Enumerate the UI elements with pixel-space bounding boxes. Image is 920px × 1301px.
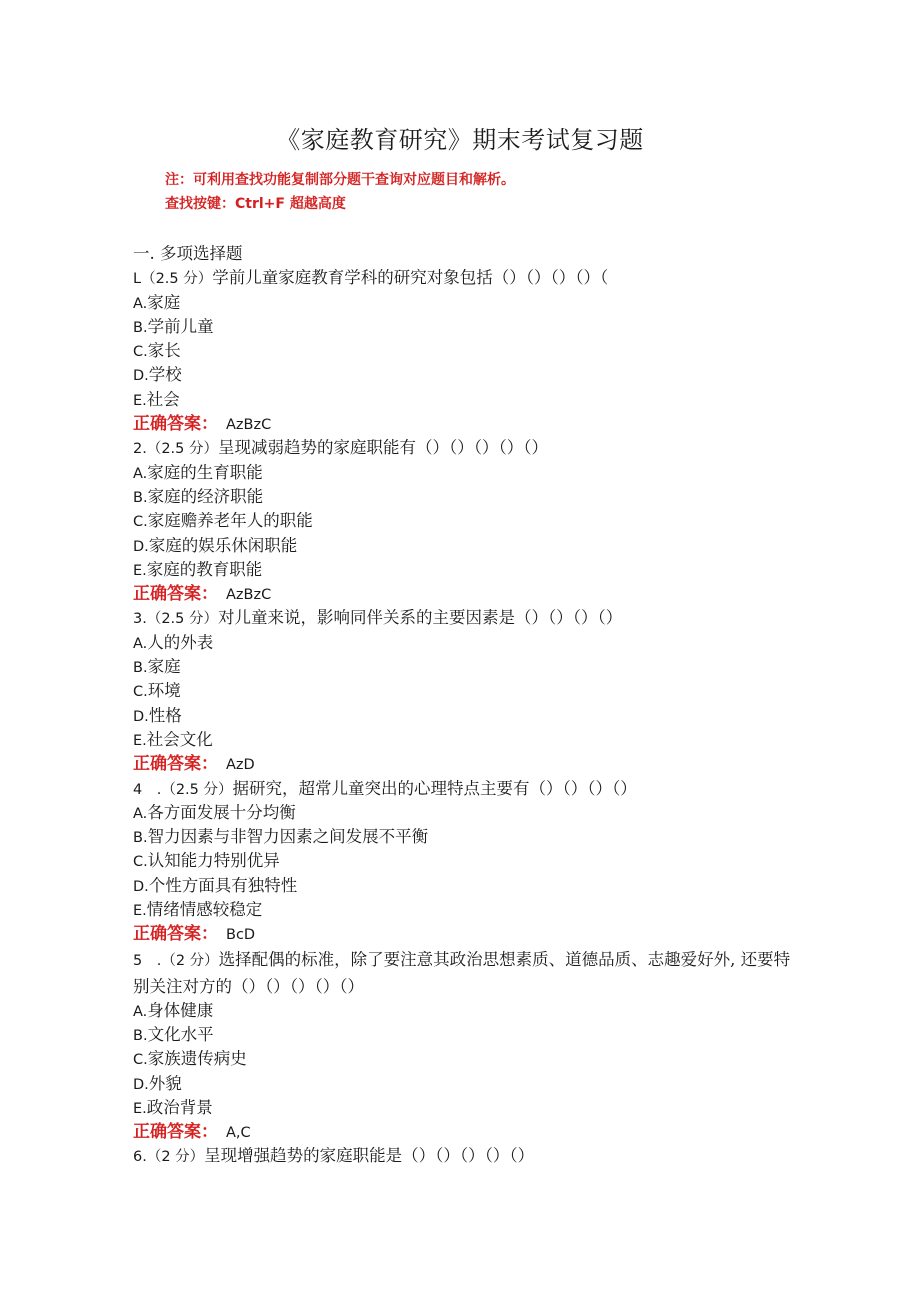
option-letter: B. — [133, 489, 148, 506]
option — [133, 655, 793, 679]
option-text: 家庭 — [147, 292, 181, 312]
option-text: 家庭的生育职能 — [147, 462, 263, 482]
answer-value: A,C — [226, 1125, 251, 1142]
answer-label: 正确答案： — [133, 414, 218, 435]
option — [133, 315, 793, 339]
option — [133, 363, 793, 387]
answer-label: 正确答案： — [133, 1122, 218, 1143]
option — [133, 1096, 793, 1120]
answer-value: BcD — [226, 927, 256, 944]
option — [133, 339, 793, 363]
option — [133, 631, 793, 655]
option-letter: A. — [133, 1003, 148, 1020]
question-list — [133, 242, 793, 1169]
option — [133, 704, 793, 728]
option — [133, 461, 793, 485]
option-text: 情绪情感较稳定 — [146, 900, 263, 920]
question-text: 据研究，超常儿童突出的心理特点主要有（）（）（）（） — [232, 778, 637, 798]
option-letter: B. — [133, 660, 148, 677]
option-letter: C. — [133, 344, 148, 361]
option-text: 个性方面具有独特性 — [148, 875, 298, 895]
option-letter: C. — [133, 854, 148, 871]
option — [133, 874, 793, 898]
option-letter: E. — [133, 732, 147, 749]
question-number: L（2.5 分） — [133, 271, 213, 288]
option-letter: B. — [133, 830, 148, 847]
question-text: 选择配偶的标准，除了要注意其政治思想素质、道德品质、志趣爱好外, 还要特别关注对方的（）（）（）（）（） — [133, 949, 791, 996]
question-number: 4 .（2.5 分） — [133, 781, 233, 798]
option — [133, 534, 793, 558]
option-letter: C. — [133, 514, 148, 531]
option-letter: B. — [133, 319, 148, 336]
question-stem — [133, 777, 793, 801]
option-text: 性格 — [148, 705, 182, 725]
question-stem — [133, 1144, 793, 1168]
answer-row — [133, 582, 793, 606]
option-text: 社会 — [146, 389, 180, 409]
answer-row — [133, 922, 793, 946]
option-text: 身体健康 — [147, 1000, 214, 1020]
option-text: 家庭赡养老年人的职能 — [147, 511, 313, 531]
option — [133, 728, 793, 752]
answer-row — [133, 1120, 793, 1144]
option — [133, 825, 793, 849]
question-number: 2.（2.5 分） — [133, 441, 219, 458]
answer-value: AzBzC — [226, 587, 272, 604]
option-text: 外貌 — [148, 1073, 182, 1093]
question-text: 呈现增强趋势的家庭职能是（）（）（）（）（） — [204, 1146, 535, 1166]
option-text: 各方面发展十分均衡 — [147, 802, 296, 822]
answer-label: 正确答案： — [133, 584, 218, 605]
option-letter: D. — [133, 368, 149, 385]
question-stem — [133, 947, 793, 999]
answer-value: AzBzC — [226, 417, 272, 434]
option-letter: C. — [133, 684, 148, 701]
option-letter: A. — [133, 465, 148, 482]
question-stem — [133, 436, 793, 460]
option — [133, 679, 793, 703]
option-letter: E. — [133, 1100, 147, 1117]
option — [133, 1023, 793, 1047]
option-text: 家庭的教育职能 — [146, 559, 263, 579]
question-stem — [133, 266, 793, 290]
option — [133, 291, 793, 315]
question-text: 对儿童来说，影响同伴关系的主要因素是（）（）（）（） — [218, 608, 623, 628]
option-text: 人的外表 — [147, 632, 214, 652]
option — [133, 849, 793, 873]
option-text: 学前儿童 — [147, 316, 214, 336]
option-text: 认知能力特别优异 — [147, 851, 280, 871]
answer-value: AzD — [226, 757, 255, 774]
option-text: 家族遗传病史 — [147, 1049, 247, 1069]
option-letter: A. — [133, 805, 148, 822]
option-letter: D. — [133, 878, 149, 895]
question-text: 学前儿童家庭教育学科的研究对象包括（）（）（）（）（ — [212, 268, 609, 288]
option-text: 智力因素与非智力因素之间发展不平衡 — [147, 827, 429, 847]
option — [133, 1072, 793, 1096]
option-text: 家长 — [147, 341, 181, 361]
option-letter: E. — [133, 392, 147, 409]
option-text: 政治背景 — [146, 1097, 213, 1117]
option — [133, 999, 793, 1023]
note-line: 注：可利用查找功能复制部分题干查询对应题目和解析。 — [165, 172, 515, 188]
question-stem — [133, 606, 793, 630]
option-letter: C. — [133, 1052, 148, 1069]
answer-label: 正确答案： — [133, 754, 218, 775]
option-letter: B. — [133, 1027, 148, 1044]
option-letter: E. — [133, 562, 147, 579]
option-text: 家庭的经济职能 — [147, 486, 264, 506]
option — [133, 485, 793, 509]
answer-row — [133, 412, 793, 436]
option — [133, 801, 793, 825]
option-text: 学校 — [148, 365, 182, 385]
option — [133, 898, 793, 922]
option-letter: E. — [133, 903, 147, 920]
question-number: 6.（2 分） — [133, 1149, 205, 1166]
option-text: 家庭 — [147, 657, 181, 677]
question-number: 5 .（2 分） — [133, 952, 219, 969]
option-letter: A. — [133, 635, 148, 652]
answer-row — [133, 752, 793, 776]
option-text: 家庭的娱乐休闲职能 — [148, 535, 298, 555]
document-title: 《家庭教育研究》期末考试复习题 — [276, 126, 644, 154]
option-letter: D. — [133, 708, 149, 725]
option — [133, 1047, 793, 1071]
option-text: 社会文化 — [146, 729, 213, 749]
option — [133, 509, 793, 533]
question-number: 3.（2.5 分） — [133, 611, 219, 628]
option-letter: D. — [133, 1076, 149, 1093]
option-letter: D. — [133, 538, 149, 555]
search-hint: 查找按键：Ctrl+F 超越高度 — [165, 196, 346, 212]
option-letter: A. — [133, 295, 148, 312]
option — [133, 388, 793, 412]
option-text: 环境 — [147, 681, 181, 701]
section-heading: 一. 多项选择题 — [133, 244, 243, 263]
option — [133, 558, 793, 582]
option-text: 文化水平 — [147, 1024, 214, 1044]
answer-label: 正确答案： — [133, 924, 218, 945]
question-text: 呈现减弱趋势的家庭职能有（）（）（）（）（） — [218, 438, 549, 458]
